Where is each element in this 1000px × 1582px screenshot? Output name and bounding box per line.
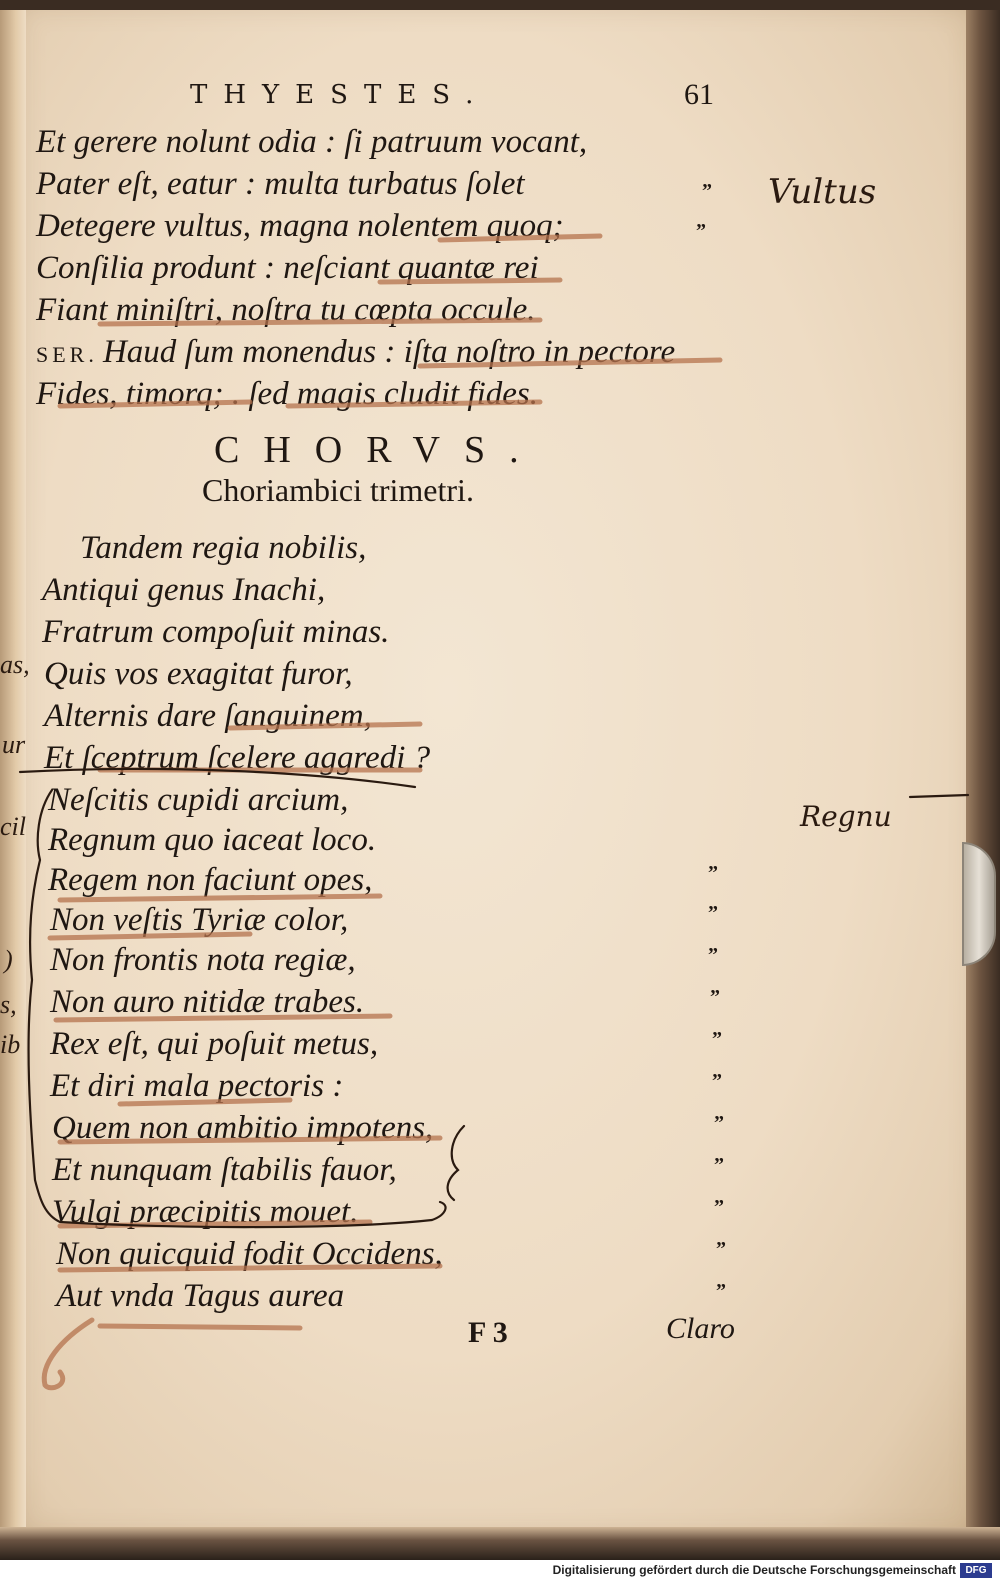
verse-line: Et ſceptrum ſcelere aggredi ? <box>44 740 431 776</box>
quote-mark: ” <box>716 1238 726 1260</box>
verse-line: Et diri mala pectoris : <box>50 1068 344 1104</box>
signature-mark: F 3 <box>468 1316 508 1349</box>
quote-mark: ” <box>708 902 718 924</box>
verse-line: Fratrum compoſuit minas. <box>42 614 390 650</box>
verse-line: Fiant miniſtri, noſtra tu cœpta occule. <box>36 292 536 328</box>
verse-line: Non auro nitidæ trabes. <box>50 984 365 1020</box>
verse-line: Fides, timorq; . ſed magis cludit fides. <box>36 376 538 412</box>
facing-page-bleed: ) <box>4 945 13 974</box>
facing-page-bleed: as, <box>0 650 30 679</box>
quote-mark: ” <box>712 1070 722 1092</box>
verse-line: Quem non ambitio impotens, <box>52 1110 434 1146</box>
chorus-subheading: Choriambici trimetri. <box>202 472 474 508</box>
verse-line: Antiqui genus Inachi, <box>42 572 326 608</box>
verse-line: Et gerere nolunt odia : ſi patruum vocant, <box>36 124 588 160</box>
quote-mark: ” <box>716 1280 726 1302</box>
handwritten-note: Vultus <box>768 172 877 212</box>
verse-line: Tandem regia nobilis, <box>80 530 367 566</box>
speaker-label: SER. <box>36 342 98 367</box>
quote-mark: ” <box>714 1112 724 1134</box>
verse-line: Non veſtis Tyriæ color, <box>50 902 349 938</box>
facing-page-bleed: cil <box>0 812 26 841</box>
handwritten-note: Regnu <box>800 800 892 833</box>
verse-line: Conſilia produnt : neſciant quantæ rei <box>36 250 539 286</box>
book-spine-edge <box>966 0 1000 1540</box>
quote-mark: ” <box>708 944 718 966</box>
quote-mark: ” <box>714 1196 724 1218</box>
bottom-edge <box>0 1527 1000 1560</box>
running-head: THYESTES. <box>190 80 490 110</box>
verse-line: Detegere vultus, magna nolentem quoq; <box>36 208 564 244</box>
verse-line: Non quicquid fodit Occidens, <box>56 1236 443 1272</box>
quote-mark: ” <box>696 220 706 242</box>
verse-line: Haud ſum monendus : iſta noſtro in pectore <box>102 334 676 370</box>
facing-page-bleed: ib <box>0 1030 21 1059</box>
dfg-logo: DFG <box>960 1563 992 1578</box>
catchword: Claro <box>666 1312 735 1345</box>
verse-line: Alternis dare ſanguinem, <box>44 698 372 734</box>
page-number: 61 <box>684 78 714 111</box>
footer-credit: Digitalisierung gefördert durch die Deutsche Forschungsgemeinschaft <box>552 1563 956 1577</box>
facing-page-bleed: ur <box>2 730 26 759</box>
verse-line: Et nunquam ſtabilis fauor, <box>52 1152 397 1188</box>
quote-mark: ” <box>702 180 712 202</box>
verse-line: Regem non faciunt opes, <box>48 862 373 898</box>
left-page-edge <box>0 0 26 1540</box>
speaker-line <box>36 334 675 371</box>
quote-mark: ” <box>712 1028 722 1050</box>
verse-line: Neſcitis cupidi arcium, <box>48 782 349 818</box>
verse-line: Aut vnda Tagus aurea <box>56 1278 345 1314</box>
top-edge <box>0 0 1000 10</box>
verse-line: Non frontis nota regiæ, <box>50 942 356 978</box>
verse-line: Vulgi præcipitis mouet. <box>52 1194 359 1230</box>
quote-mark: ” <box>714 1154 724 1176</box>
chorus-heading: CHORVS. <box>214 429 543 471</box>
metal-clasp <box>962 842 996 966</box>
verse-line: Regnum quo iaceat loco. <box>48 822 377 858</box>
quote-mark: ” <box>710 986 720 1008</box>
verse-line: Quis vos exagitat furor, <box>44 656 353 692</box>
footer-bar <box>0 1560 1000 1582</box>
quote-mark: ” <box>708 862 718 884</box>
facing-page-bleed: s, <box>0 990 17 1019</box>
verse-line: Rex eſt, qui poſuit metus, <box>50 1026 379 1062</box>
verse-line: Pater eſt, eatur : multa turbatus ſolet <box>36 166 525 202</box>
